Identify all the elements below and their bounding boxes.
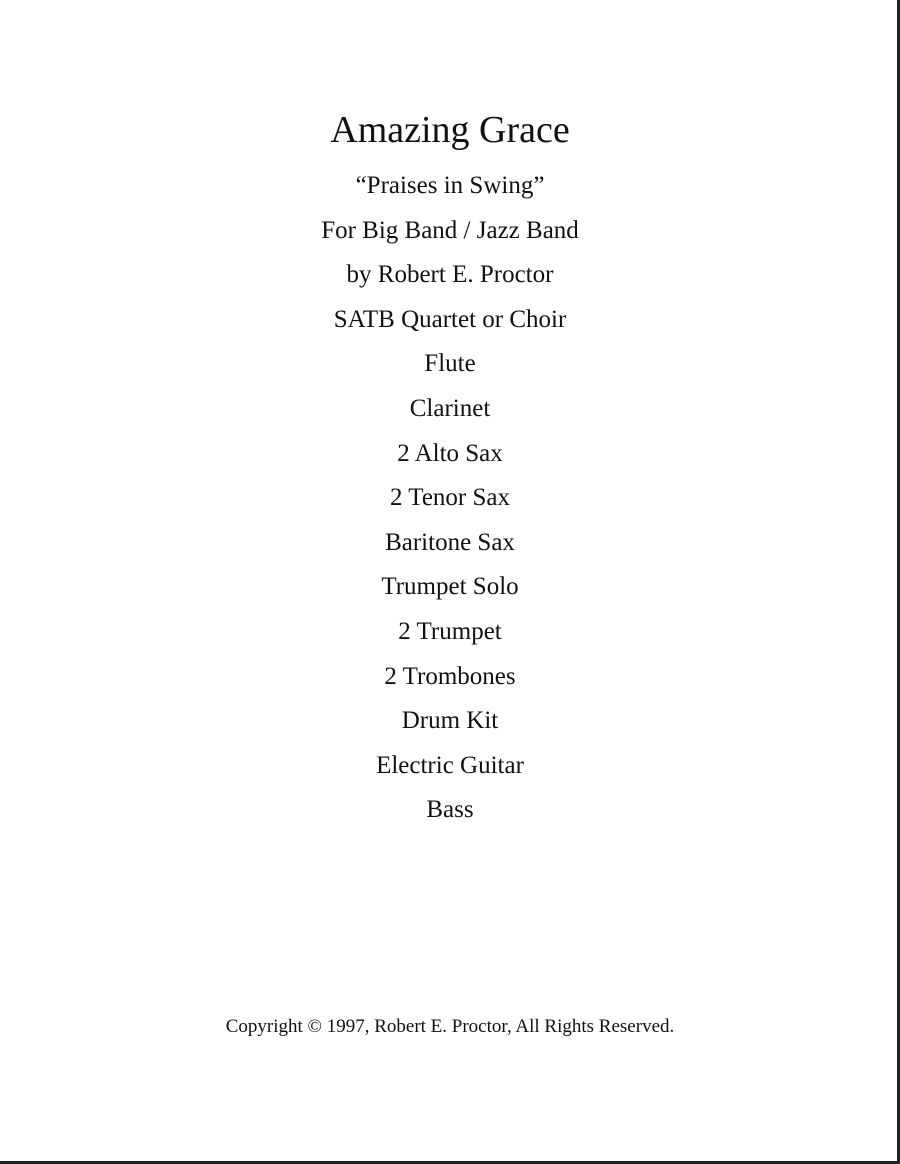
copyright-notice: Copyright © 1997, Robert E. Proctor, All Rights Reserved.: [225, 1016, 675, 1037]
ensemble-line: For Big Band / Jazz Band: [321, 216, 579, 244]
instrument-item: Trumpet Solo: [381, 573, 519, 601]
instrument-item: 2 Tenor Sax: [390, 484, 510, 512]
composer-line: by Robert E. Proctor: [346, 261, 554, 289]
instrument-item: Drum Kit: [401, 707, 499, 735]
instrument-item: 2 Trombones: [384, 662, 516, 690]
instrument-item: 2 Trumpet: [398, 617, 502, 645]
instrument-item: SATB Quartet or Choir: [333, 305, 567, 333]
title-page-lines: [0, 164, 900, 833]
instrument-item: Electric Guitar: [376, 751, 524, 779]
instrument-item: Baritone Sax: [385, 528, 515, 556]
instrument-item: 2 Alto Sax: [397, 439, 503, 467]
instrument-item: Bass: [426, 796, 474, 824]
page-title: Amazing Grace: [330, 109, 570, 151]
instrument-item: Clarinet: [409, 394, 491, 422]
subtitle: “Praises in Swing”: [355, 172, 545, 199]
instrument-item: Flute: [424, 350, 476, 378]
